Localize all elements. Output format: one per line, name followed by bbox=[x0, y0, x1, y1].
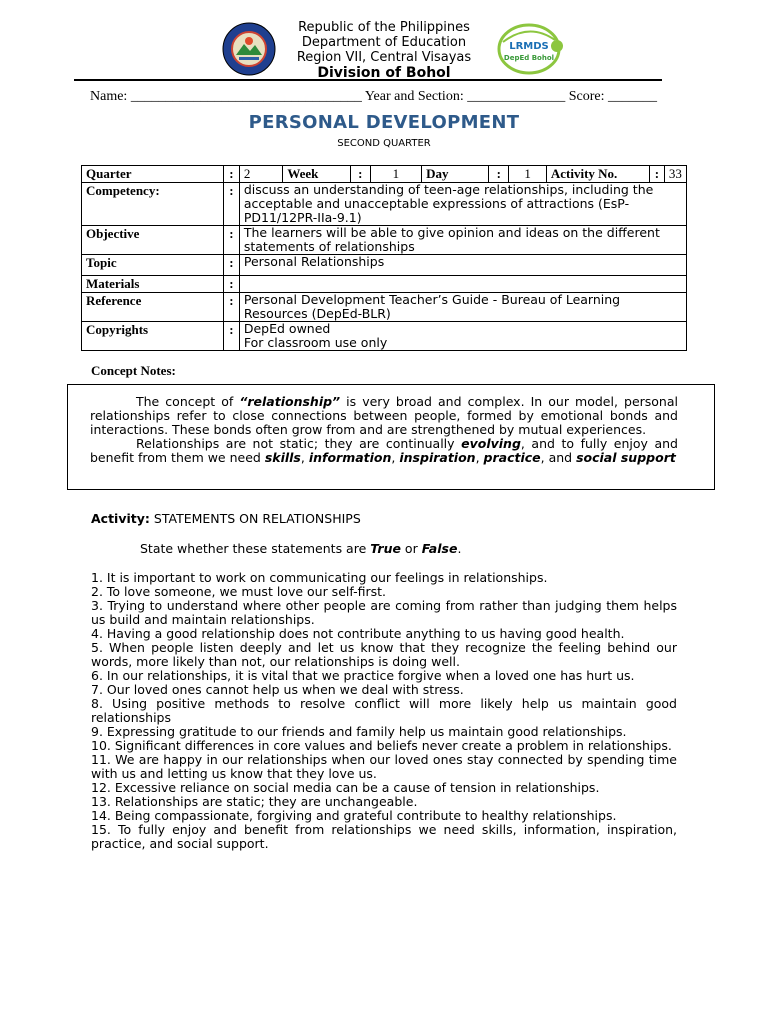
copyrights-line-1: DepEd owned bbox=[243, 321, 331, 336]
document-header bbox=[0, 18, 768, 82]
activity-no-label: Activity No. bbox=[546, 166, 649, 183]
objective-value: The learners will be able to give opinion and ideas on the different statements of relationships bbox=[239, 226, 686, 255]
list-item: 12. Excessive reliance on social media can be a cause of tension in relationships. bbox=[91, 780, 600, 795]
score-field[interactable]: _______ bbox=[607, 89, 657, 104]
list-item: 11. We are happy in our relationships when our loved ones stay connected by spending time with us and letting us know that they love us. bbox=[91, 752, 677, 781]
name-field[interactable]: _________________________________ bbox=[130, 89, 362, 104]
list-item: 8. Using positive methods to resolve conflict will more likely help us maintain good relationships bbox=[91, 696, 677, 725]
concept-paragraph-2: Relationships are not static; they are continually evolving, and to fully enjoy and benefit from them we need skills, information, inspiration, practice, and social support bbox=[90, 436, 678, 465]
list-item: 9. Expressing gratitude to our friends and family help us maintain good relationships. bbox=[91, 724, 627, 739]
list-item: 13. Relationships are static; they are unchangeable. bbox=[91, 794, 418, 809]
concept-notes-heading: Concept Notes: bbox=[91, 363, 176, 378]
day-value: 1 bbox=[509, 166, 547, 183]
list-item: 10. Significant differences in core values and beliefs never create a problem in relationships. bbox=[91, 738, 672, 753]
student-info-line bbox=[90, 89, 657, 105]
deped-seal-logo bbox=[222, 22, 276, 76]
reference-value: Personal Development Teacher’s Guide - Bureau of Learning Resources (DepEd-BLR) bbox=[239, 293, 686, 322]
materials-label: Materials bbox=[82, 276, 224, 293]
table-row-copyrights: Copyrights : DepEd owned For classroom use only bbox=[82, 322, 687, 351]
year-section-field[interactable]: ______________ bbox=[467, 89, 566, 104]
lesson-info-table bbox=[81, 165, 687, 351]
competency-label: Competency: bbox=[82, 183, 224, 226]
week-value: 1 bbox=[370, 166, 421, 183]
list-item: 2. To love someone, we must love our self-first. bbox=[91, 584, 386, 599]
activity-no-value: 33 bbox=[664, 166, 686, 183]
concept-notes-text bbox=[90, 395, 678, 465]
materials-value bbox=[239, 276, 686, 293]
header-line-department: Department of Education bbox=[301, 35, 467, 50]
header-line-republic: Republic of the Philippines bbox=[298, 20, 470, 35]
copyrights-line-2: For classroom use only bbox=[243, 335, 388, 350]
quarter-label: Quarter bbox=[82, 166, 224, 183]
score-label: Score: bbox=[568, 89, 605, 104]
svg-text:DepEd Bohol: DepEd Bohol bbox=[503, 54, 555, 62]
quarter-value: 2 bbox=[239, 166, 282, 183]
table-row-reference: Reference : Personal Development Teacher’s Guide - Bureau of Learning Resources (DepEd-BLR) bbox=[82, 293, 687, 322]
list-item: 3. Trying to understand where other people are coming from rather than judging them helps us build and maintain relationships. bbox=[91, 598, 677, 627]
week-label: Week bbox=[283, 166, 351, 183]
list-item: 5. When people listen deeply and let us know that they recognize the feeling behind our words, more likely than not, our relationships is doing well. bbox=[91, 640, 677, 669]
list-item: 6. In our relationships, it is vital that we practice forgive when a loved one has hurt us. bbox=[91, 668, 635, 683]
header-line-region: Region VII, Central Visayas bbox=[296, 50, 472, 65]
header-line-division: Division of Bohol bbox=[317, 65, 451, 81]
topic-label: Topic bbox=[82, 255, 224, 276]
table-row-competency: Competency: : discuss an understanding of teen-age relationships, including the acceptable and unacceptable expressions of attractions (EsP-PD11/12PR-IIa-9.1) bbox=[82, 183, 687, 226]
activity-heading bbox=[91, 511, 361, 526]
statement-list bbox=[91, 571, 677, 851]
header-divider bbox=[74, 79, 662, 81]
activity-instruction: State whether these statements are True or False. bbox=[140, 541, 462, 556]
table-row-topic: Topic : Personal Relationships bbox=[82, 255, 687, 276]
table-row-quarter: Quarter : 2 Week : 1 Day : 1 Activity No. : 33 bbox=[82, 166, 687, 183]
lrmds-logo bbox=[497, 22, 565, 76]
list-item: 4. Having a good relationship does not contribute anything to us having good health. bbox=[91, 626, 625, 641]
page-subtitle: SECOND QUARTER bbox=[337, 138, 431, 149]
competency-value: discuss an understanding of teen-age relationships, including the acceptable and unacceptable expressions of attractions (EsP-PD11/12PR-IIa-9.1) bbox=[239, 183, 686, 226]
list-item: 1. It is important to work on communicating our feelings in relationships. bbox=[91, 570, 548, 585]
list-item: 15. To fully enjoy and benefit from relationships we need skills, information, inspiration, practice, and social support. bbox=[91, 822, 677, 851]
concept-paragraph-1: The concept of “relationship” is very broad and complex. In our model, personal relationships refer to close connections between people, formed by emotional bonds and interactions. These bonds often grow from and are strengthened by mutual experiences. bbox=[90, 394, 678, 437]
list-item: 14. Being compassionate, forgiving and grateful contribute to healthy relationships. bbox=[91, 808, 617, 823]
topic-value: Personal Relationships bbox=[239, 255, 686, 276]
activity-label: Activity: bbox=[91, 511, 150, 526]
name-label: Name: bbox=[90, 89, 128, 104]
table-row-materials: Materials : bbox=[82, 276, 687, 293]
objective-label: Objective bbox=[82, 226, 224, 255]
year-section-label: Year and Section: bbox=[364, 89, 464, 104]
list-item: 7. Our loved ones cannot help us when we deal with stress. bbox=[91, 682, 464, 697]
table-row-objective: Objective : The learners will be able to give opinion and ideas on the different statements of relationships bbox=[82, 226, 687, 255]
copyrights-label: Copyrights bbox=[82, 322, 224, 351]
reference-label: Reference bbox=[82, 293, 224, 322]
copyrights-value bbox=[239, 322, 686, 351]
day-label: Day bbox=[422, 166, 489, 183]
svg-text:LRMDS: LRMDS bbox=[509, 41, 549, 52]
page-title: PERSONAL DEVELOPMENT bbox=[248, 112, 520, 133]
activity-title: STATEMENTS ON RELATIONSHIPS bbox=[153, 511, 361, 526]
